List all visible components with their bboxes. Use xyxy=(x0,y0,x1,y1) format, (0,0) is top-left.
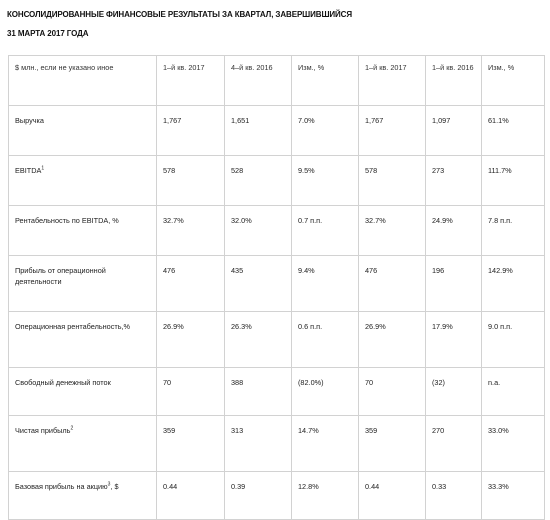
title-line-1: КОНСОЛИДИРОВАННЫЕ ФИНАНСОВЫЕ РЕЗУЛЬТАТЫ ЗА КВАРТАЛ, ЗАВЕРШИВШИЙСЯ xyxy=(7,10,353,19)
table-cell: 32.7% xyxy=(359,206,426,256)
header-metric: $ млн., если не указано иное xyxy=(9,56,157,106)
row-label: Чистая прибыль$^2$ xyxy=(9,416,157,472)
header-q1-2016: 1–й кв. 2016 xyxy=(426,56,482,106)
table-cell: 24.9% xyxy=(426,206,482,256)
table-row xyxy=(9,206,545,256)
row-label: Базовая прибыль на акцию$^3$, $ xyxy=(9,472,157,520)
header-change-qoq: Изм., % xyxy=(292,56,359,106)
row-label: Рентабельность по EBITDA, % xyxy=(9,206,157,256)
table-cell: 476 xyxy=(359,256,426,312)
table-cell: 33.3% xyxy=(482,472,545,520)
table-cell: 388 xyxy=(225,368,292,416)
table-cell: 0.39 xyxy=(225,472,292,520)
table-row xyxy=(9,156,545,206)
header-q4-2016: 4–й кв. 2016 xyxy=(225,56,292,106)
header-q1-2017-a: 1–й кв. 2017 xyxy=(157,56,225,106)
table-cell: (32) xyxy=(426,368,482,416)
table-cell: 33.0% xyxy=(482,416,545,472)
header-change-yoy: Изм., % xyxy=(482,56,545,106)
table-cell: 359 xyxy=(359,416,426,472)
table-cell: 70 xyxy=(157,368,225,416)
table-cell: 17.9% xyxy=(426,312,482,368)
table-cell: 313 xyxy=(225,416,292,472)
table-row xyxy=(9,368,545,416)
table-row xyxy=(9,256,545,312)
table-cell: 9.4% xyxy=(292,256,359,312)
table-header-row xyxy=(9,56,545,106)
footnote-marker: 1 xyxy=(41,165,45,172)
header-q1-2017-b: 1–й кв. 2017 xyxy=(359,56,426,106)
table-cell: 0.44 xyxy=(359,472,426,520)
table-cell: 14.7% xyxy=(292,416,359,472)
table-cell: 196 xyxy=(426,256,482,312)
financial-results-table xyxy=(8,55,545,520)
table-cell: 0.44 xyxy=(157,472,225,520)
table-cell: 0.7 п.п. xyxy=(292,206,359,256)
table-cell: 578 xyxy=(157,156,225,206)
table-cell: 70 xyxy=(359,368,426,416)
table-cell: 528 xyxy=(225,156,292,206)
row-label: Свободный денежный поток xyxy=(9,368,157,416)
table-row xyxy=(9,472,545,520)
table-cell: 435 xyxy=(225,256,292,312)
table-cell: 270 xyxy=(426,416,482,472)
table-cell: 9.5% xyxy=(292,156,359,206)
table-cell: 12.8% xyxy=(292,472,359,520)
table-cell: 26.9% xyxy=(157,312,225,368)
table-row xyxy=(9,106,545,156)
table-cell: 273 xyxy=(426,156,482,206)
document-title xyxy=(7,5,547,43)
table-cell: 9.0 п.п. xyxy=(482,312,545,368)
table-cell: 32.0% xyxy=(225,206,292,256)
footnote-marker: 3 xyxy=(107,481,111,488)
row-label: Выручка xyxy=(9,106,157,156)
table-cell: 61.1% xyxy=(482,106,545,156)
table-cell: 0.33 xyxy=(426,472,482,520)
table-cell: 0.6 п.п. xyxy=(292,312,359,368)
table-cell: 359 xyxy=(157,416,225,472)
table-cell: (82.0%) xyxy=(292,368,359,416)
title-line-2: 31 МАРТА 2017 ГОДА xyxy=(7,29,89,38)
footnote-marker: 2 xyxy=(70,425,74,432)
table-cell: 578 xyxy=(359,156,426,206)
table-cell: 1,767 xyxy=(359,106,426,156)
table-row xyxy=(9,312,545,368)
table-cell: 111.7% xyxy=(482,156,545,206)
table-cell: 142.9% xyxy=(482,256,545,312)
table-cell: 1,651 xyxy=(225,106,292,156)
row-label: EBITDA$^1$ xyxy=(9,156,157,206)
table-row xyxy=(9,416,545,472)
table-cell: 1,767 xyxy=(157,106,225,156)
table-cell: 476 xyxy=(157,256,225,312)
table-cell: 7.0% xyxy=(292,106,359,156)
table-cell: 26.9% xyxy=(359,312,426,368)
row-label: Операционная рентабельность,% xyxy=(9,312,157,368)
table-cell: 1,097 xyxy=(426,106,482,156)
table-cell: n.a. xyxy=(482,368,545,416)
table-cell: 26.3% xyxy=(225,312,292,368)
table-cell: 7.8 п.п. xyxy=(482,206,545,256)
row-label: Прибыль от операционной деятельности xyxy=(9,256,157,312)
table-cell: 32.7% xyxy=(157,206,225,256)
